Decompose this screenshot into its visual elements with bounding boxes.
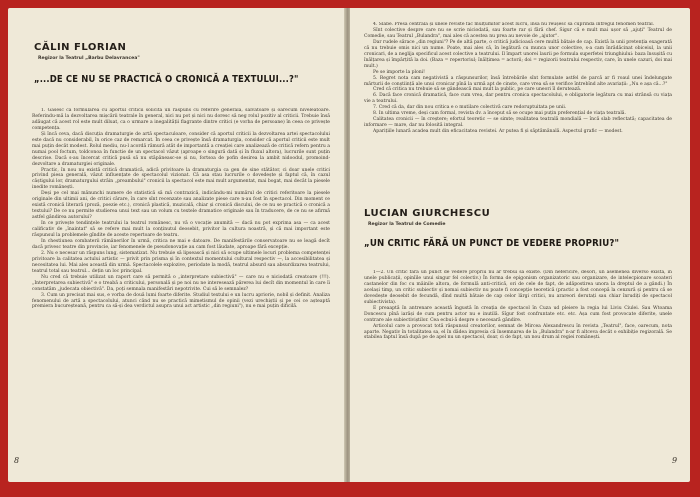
paragraph: 6. Dacă face cronică dramatică, face cum vrea, dar pentru cronica spectacolului, e obligatorie legătura cu mai strânsă cu viața vie a teatrului. <box>364 93 672 105</box>
left-author-affiliation: Regizor la Teatrul „Barbu Delavrancea" <box>38 56 140 61</box>
left-article-body <box>32 108 330 452</box>
paragraph: 5. Regret nota cam negativistă a răspunsurilor, însă întrebările sînt formulate astfel de parcă ar fi roaul unei îndelungate mărturii de conștiință ale unui cronicar pînă la urmă apt de cinste, care vrea să se verifice întrebînd alte avariații: „Nu e așa că...?" <box>364 75 672 87</box>
paragraph: 4. Slabe. Presa centrală și unele reviste fac mulțumitor acest lucru, însă nu reușesc să cuprindă întregul fenomen teatral. <box>373 22 655 27</box>
paragraph: Și încă ceva, dacă discuția dramaturgie de artă spectaculoare, consider că aportul criticii la dezvoltarea artei spectacolului este dacă nu considerabil, în orice caz de remarcat. În ceea ce privește însă dramaturgia, consider că aportul criticii este mult mai puțin decât modest. Rolul mediu, nu-l acordă rămură atât de importantă a creației care analizează de critică refern pentru a numai pool foctum, toldconoa în functie de un spectacol văzut (aproape o singură dată și în fluxul altora), lucrurile sunt puțin descrise. Dacă s-au încercat critică pusă să nu stăpâneasc-se și nu, fortsoa de pofin desirea la ambit nidoodul, promoind-dezvoltare a dramaturgiei originale. <box>32 131 330 167</box>
paragraph: In ce privește tendințele teatrului la teatrul românesc, nu vă o vocație anumită — dacă nu pot exprima asa — ca acest calificativ de „înaintat" să se refere mai mult la conținutul deosebit, privitor la cultura noastră, și că mai important este răspunsul la problemele gîndite de aceste repertoare de teatru. <box>32 221 330 239</box>
paragraph: 1—2. Un critic fără un punct de vedere propriu nu ar trebui să existe. (Din nefericire, desori, un asemenea diverso există, în unele publicații, opinîile unui singur fel colectiv.) În forma de epigonism organizatoric sau organizare, de intelecpionare scoateri castanelor din foc cu mâinile altora, de formulă anti-critică, ori de cele de fapt, de adăpostirea unora la dreptul de a gândi.) În același timp, un critic subiectiv și nomai subiectiv nu poate fi concepție teoretică (practic a fost concepă la cenzură și pentru că se dovedește deosebit de fecundă, dînd multă bătaie de cap celor lărgi critici, nu arareori derutați sau chiar înrudiți de spectacol subiectivista). <box>364 270 672 305</box>
paragraph: Sînt colective despre care nu se scrie niciodată, sau foarte rar și fără chef. Sigur că e mult mai ușor să „ajuți" Teatrul de Comedie, sau Teatrul „Bulandra", mai ales că acestea nu prea au nevoie de „ajutor". <box>364 27 672 39</box>
paragraph: 8. In ultima vreme, deși cam formal, revista dv. a început să se ocupe mai puțin preferențial de viața teatrală. <box>373 111 626 117</box>
paragraph: In chestiunea combaterii rămânerilor în urmă, critica ne mai e datoare. De manifestările conservatoare nu se leagă decît dacă privesc teatre din provincie, iar fenomenele de pseudonovație au cam fost lăudate, aproape fără excepție. <box>32 238 330 250</box>
paragraph: 7. Cred că da, dar din nou critica e o mutilare colectivă care redoruptuitata pe unii. <box>373 105 567 111</box>
paragraph: Aparițiile lunară acadea mult din eficacitatea revistei. Ar putea fi și săptămânală. Aspectul grafic — modest. <box>373 129 623 135</box>
paragraph: 2. Nu e necesar un răspuns lung, sistematizat. Nu trebuie să lipsească și nici să ocupe ultimele locuri problema competenței privitoare la calitatea actului artistic — privit prin prisma și în contextul momentului cultural respectiv —, la accesibilitatea și necesitatea lui. Mai ales această din urmă. Spectacolele explozive, periodate la modă, teatrul absurd sau absurdizarea teatrului, teatrul total sau teatrul... dețin un loc principal. <box>32 250 330 274</box>
right-page <box>350 8 690 482</box>
paragraph: Pe se importe la ploni! <box>373 69 425 75</box>
paragraph: Nu cred că trebuie utilizat un raport care să permită o „interpretare subiectivă" — care nu e niciodată creatoare (!!!). „Interpretarea subiectivă" e o treabă a criticului, personală și pe noi nu ne interesează părerea lui decît din momentul în care îi constatăm „judecata obiectivă". Da, poți semnala manifestări nepotrivite. Cui să le semnalez? <box>32 274 330 292</box>
paragraph: 3. Cum un precisat mai sus, e vorba de două lumi foarte diferite. Studiul textului e un lucru apriorie, nobil și definit. Analiza fenomenului de artă a spectacolului, atunci când nu se practică mimetismul de opinii (vezi urechiștii și pe cei ce așteaptă premiera bucureșteană, pentru ca să-și dea verdictul asupra unui act artistic „din regiuni"), nu e mai puțin dificilă. <box>32 292 330 310</box>
right-article-body <box>364 270 672 454</box>
paragraph: 1. Găsesc că formularea cu aportul criticii solicită un răspuns cu referire generală, salvatoare și oarecum niveleatoare. Referindu-mă la dezvoltarea mișcării teatrale în general, nici nu pot și nici nu doresc să neg rolul pozitiv al criticii. Trebuie însă adăugat că acest rol este mult diluat, ca o urmare a inegalității flagrante dintre critici (e vorba de persoane) în ceea ce privește competența. <box>32 108 330 131</box>
left-author-name: CĂLIN FLORIAN <box>34 42 127 53</box>
paragraph: Deși pe cel mai mănunchi numere de statistică să mă contrazică, indicându-mi numărul de critici referitoare la piesele originale din ultimii ani, de critici cărare, în care sînt recenzate sau analizate piese care n-au fost în spectacol. Din moment ce există cronică literară (proză, poezie etc.), cronică plastică, muzicală, chiar și cronică discului, de ce nu se practică o cronică a textului? De ce nu permite studierea unui text sau un volum cu textele dramatice originale sau în traducere, de ce nu se afirmă astfel gândirea autorului? <box>32 191 330 221</box>
paragraph: E preaaptă în antrenare această îngustă în creația de spectacol în Cuza ud pleiere la regia lui Liviu Ciulei. Sau Wtoama Doncescu pînă iarăși de cum pentru actor nu e inutilă. Sîgur fost confruntate etc. etc. Așa cum fost provocate diferite, unele contrare ale subiectiviștilor. Cea ecbui-ă despre o necesară gândire. <box>364 305 672 323</box>
left-page <box>8 8 346 482</box>
paragraph: Dar rudele sărace „din regiuni"? Pe de altă parte, o critică judicioasă cere multă bătaie de cap. Există la unii pretenția exagerată că nu trebuie omis nici un nume. Poate, mai ales că, în legătură cu munca unor colective, s-a cam înrădăcinat obiceiul, la unii cronicari, de a neglija specificul acest colective a teatrului. Il împart unorei laurii pe formula superfetei triunghiului: baza însușită cu înălțarea și împărțită la doi. (Baza = repertoriul; înălțimea = actorii; doi = regizorii teatrului respectiv, care, în unele cazuri, doi mai mult.) <box>364 39 672 69</box>
paragraph: Articolul care a provocat totă răspunsul creatorilor, semnat de Mircea Alexandrescu în revista „Teatrul", face, oarecum, nota aparte. Negativ în totalitatea sa, el în dădea impresia că însemnarea de la „Bulandra" n-ar fi altceva decât o exhibiție regizorală. Se stabilea faptul însă după pe de apel nu un spectacol, doar, ci de fapt, un nou drum al regiei românești. <box>364 323 672 341</box>
paragraph: Cred că critica nu trebuie să se gândească mai mult la public, pe care uneori îl derutează. <box>373 87 582 93</box>
right-page-number: 9 <box>672 456 678 465</box>
right-headline: „UN CRITIC FĂRĂ UN PUNCT DE VEDERE PROPRIU?" <box>364 238 620 249</box>
right-author-affiliation: Regizor la Teatrul de Comedie <box>368 222 446 227</box>
left-page-number: 8 <box>14 456 20 465</box>
paragraph: Practic, în nou nu există critică dramatică, adică privitoare la dramaturgia ca gen de sine stătător, ci doar unele critici privind piesa generală, văzut influențate de spectacolul vizionat. Că asa stau lucrurile o dovedește și faptul că, în cazul câștigului lor, dramaturgului străin „preambului" cronicii la spectacol este mai mult argumentat, mai bogat, mai decât la piesele inedite românești. <box>32 167 330 191</box>
left-headline: „...DE CE NU SE PRACTICĂ O CRONICĂ A TEXTULUI...?" <box>34 74 299 85</box>
paragraph: Calitatea cronicii — în creștere; efortul teoretic — se simte; realitatea teatrală mondială — încă slab reflectată; capacitatea de informare — mare, dar nu folosită integral. <box>364 117 672 129</box>
right-article-continuation <box>364 22 672 200</box>
right-author-name: LUCIAN GIURCHESCU <box>364 208 491 219</box>
